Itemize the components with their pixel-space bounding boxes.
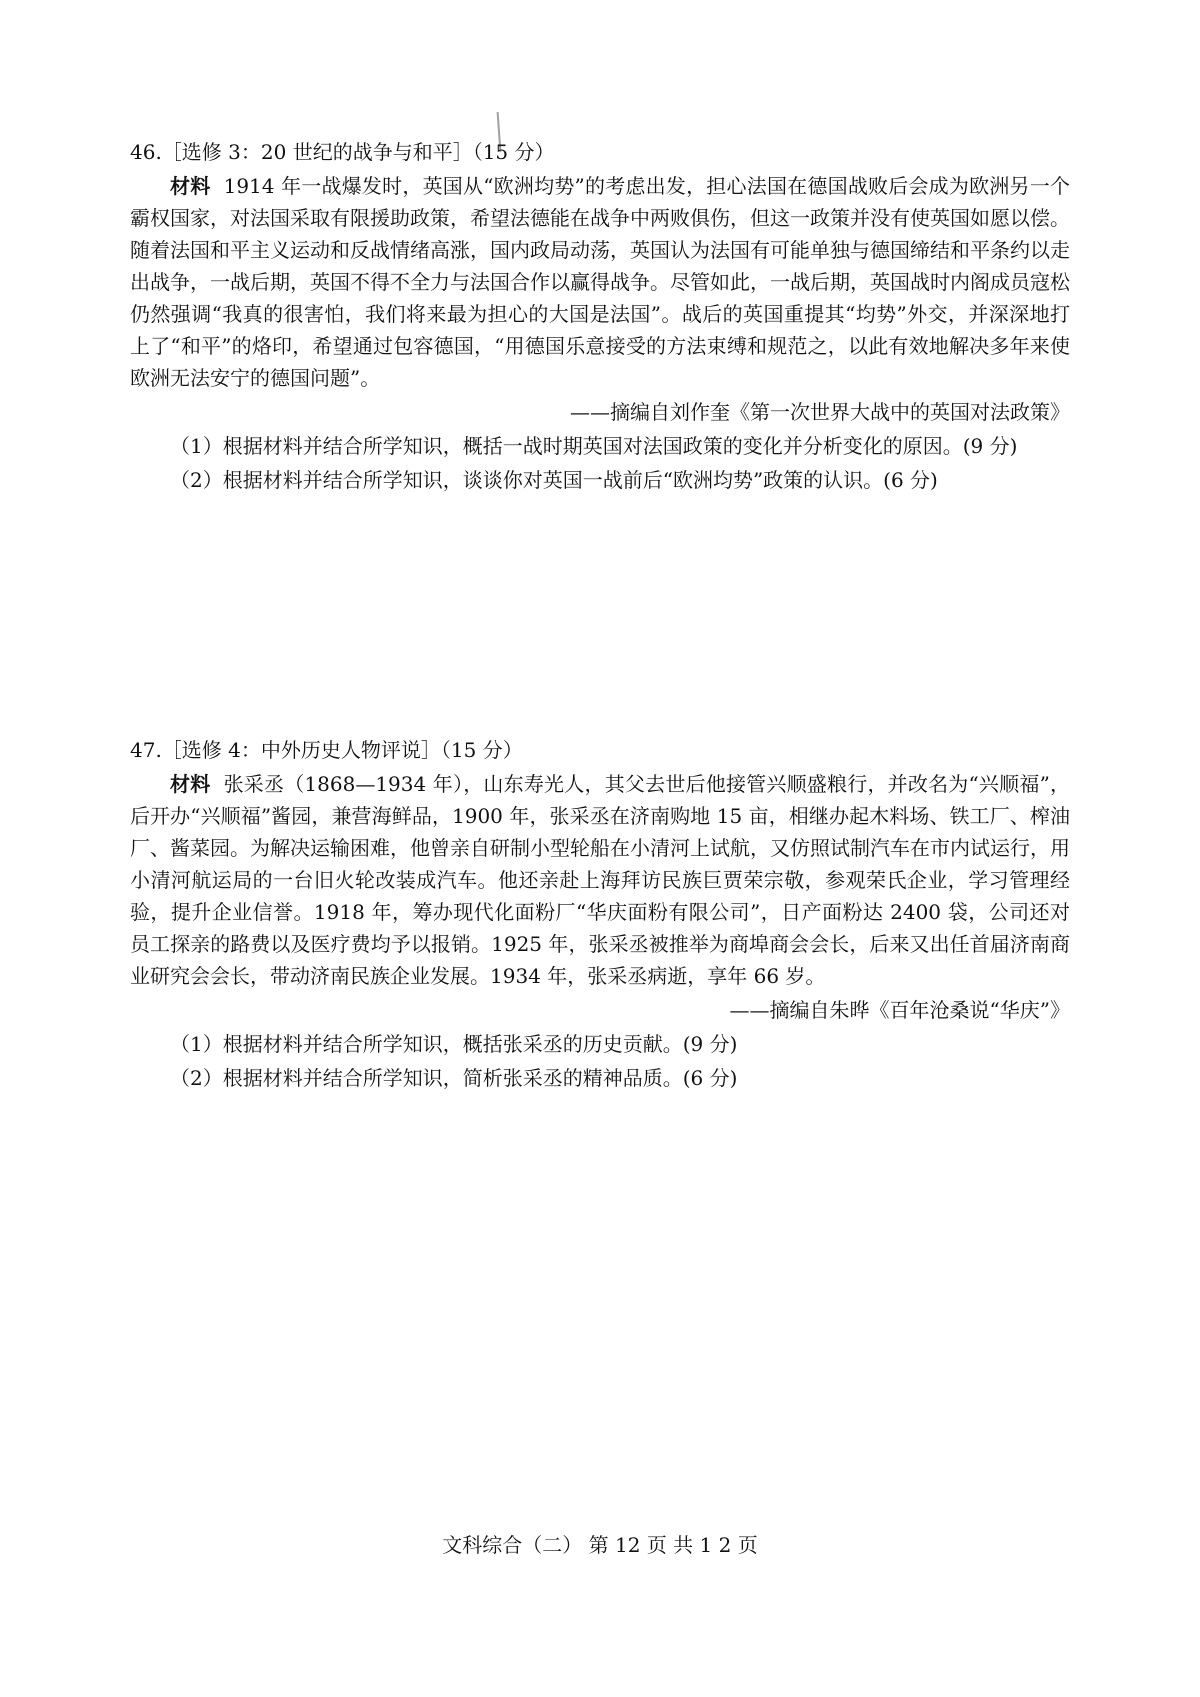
question-47-sub-2: （2）根据材料并结合所学知识，简析张采丞的精神品质。(6 分) — [170, 1066, 738, 1090]
question-46-source: ——摘编自刘作奎《第一次世界大战中的英国对法政策》 — [570, 400, 1070, 424]
material-text: 张采丞（1868—1934 年），山东寿光人，其父去世后他接管兴顺盛粮行，并改名为“兴顺福”，后开办“兴顺福”酱园，兼营海鲜品，1900 年，张采丞在济南购地 15 亩，相继办起木料场、铁工厂、榨油厂、酱菜园。为解决运输困难，他曾亲自研制小型轮船在小清河上试航，又仿照试制汽车在市内试运行，用小清河航运局的一台旧火轮改装成汽车。他还亲赴上海拜访民族巨贾荣宗敬，参观荣氏企业，学习管理经验，提升企业信誉。1918 年，筹办现代化面粉厂“华庆面粉有限公司”，日产面粉达 2400 袋，公司还对员工探亲的路费以及医疗费均予以报销。1925 年，张采丞被推举为商埠商会会长，后来又出任首届济南商业研究会会长，带动济南民族企业发展。1934 年，张采丞病逝，享年 66 岁。 — [130, 772, 1071, 988]
question-46-sub-2: （2）根据材料并结合所学知识，谈谈你对英国一战前后“欧洲均势”政策的认识。(6 分) — [170, 468, 938, 492]
question-47 — [130, 734, 1070, 1094]
material-label: 材料 — [170, 772, 211, 796]
page-footer: 文科综合（二） 第 12 页 共 1 2 页 — [442, 1533, 758, 1557]
question-46 — [130, 136, 1070, 496]
question-46-sub-1: （1）根据材料并结合所学知识，概括一战时期英国对法国政策的变化并分析变化的原因。(9 分) — [170, 434, 1018, 458]
material-text: 1914 年一战爆发时，英国从“欧洲均势”的考虑出发，担心法国在德国战败后会成为欧洲另一个霸权国家，对法国采取有限援助政策，希望法德能在战争中两败俱伤，但这一政策并没有使英国如愿以偿。随着法国和平主义运动和反战情绪高涨，国内政局动荡，英国认为法国有可能单独与德国缔结和平条约以走出战争，一战后期，英国不得不全力与法国合作以赢得战争。尽管如此，一战后期，英国战时内阁成员寇松仍然强调“我真的很害怕，我们将来最为担心的大国是法国”。战后的英国重提其“均势”外交，并深深地打上了“和平”的烙印，希望通过包容德国，“用德国乐意接受的方法束缚和规范之，以此有效地解决多年来使欧洲无法安宁的德国问题”。 — [130, 174, 1070, 390]
question-47-material — [130, 768, 1070, 992]
material-label: 材料 — [170, 174, 211, 198]
question-47-source: ——摘编自朱晔《百年沧桑说“华庆”》 — [729, 998, 1070, 1022]
question-46-title: 46.［选修 3：20 世纪的战争与和平］（15 分） — [130, 140, 555, 164]
question-47-sub-1: （1）根据材料并结合所学知识，概括张采丞的历史贡献。(9 分) — [170, 1032, 738, 1056]
question-47-title: 47.［选修 4：中外历史人物评说］（15 分） — [130, 738, 523, 762]
question-46-material — [130, 170, 1070, 394]
